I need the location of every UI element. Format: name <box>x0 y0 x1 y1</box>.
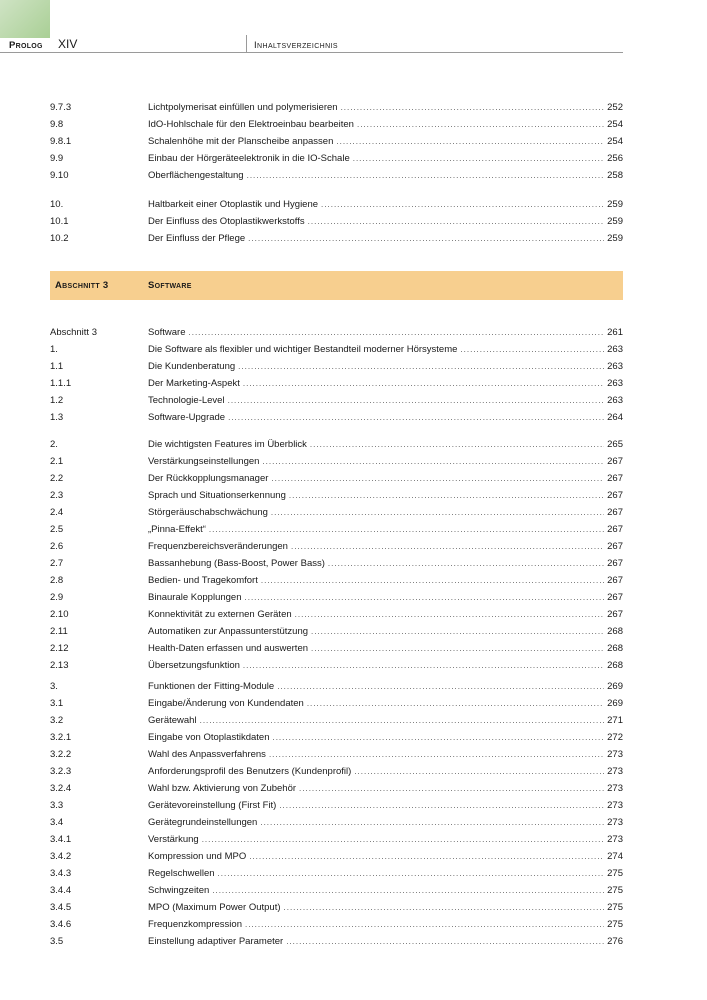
toc-leader-dots <box>245 916 604 933</box>
toc-entry-number: 10.1 <box>50 216 69 227</box>
toc-entry-page: 275 <box>607 885 623 896</box>
toc-entry-title: Der Einfluss der Pflege <box>148 233 246 244</box>
toc-entry-number: 2.10 <box>50 609 69 620</box>
toc-entry-title: Die Software als flexibler und wichtiger Bestandteil moderner Hörsysteme <box>148 344 458 355</box>
toc-entry-page: 267 <box>607 541 623 552</box>
toc-entry-line <box>148 589 623 606</box>
toc-entry-number: 1. <box>50 344 58 355</box>
header-prolog: Prolog <box>9 40 43 51</box>
toc-entry <box>50 409 623 426</box>
toc-entry-page: 254 <box>607 136 623 147</box>
toc-entry-title: Lichtpolymerisat einfüllen und polymerisieren <box>148 102 338 113</box>
toc-entry-page: 259 <box>607 233 623 244</box>
toc-entry-title: Gerätegrundeinstellungen <box>148 817 258 828</box>
toc-entry <box>50 729 623 746</box>
toc-entry-page: 267 <box>607 490 623 501</box>
toc-leader-dots <box>307 695 604 712</box>
toc-entry-number: 1.2 <box>50 395 64 406</box>
toc-entry-title: Eingabe/Änderung von Kundendaten <box>148 698 304 709</box>
toc-entry <box>50 814 623 831</box>
toc-entry-number: 2.8 <box>50 575 64 586</box>
toc-entry-title: IdO-Hohlschale für den Elektroeinbau bearbeiten <box>148 119 354 130</box>
toc-entry-page: 268 <box>607 643 623 654</box>
toc-entry <box>50 470 623 487</box>
toc-entry <box>50 780 623 797</box>
section-banner-label: Abschnitt 3 <box>55 280 109 291</box>
toc-entry-line <box>148 213 623 230</box>
toc-entry-title: Konnektivität zu externen Geräten <box>148 609 292 620</box>
toc-entry-title: Wahl des Anpassverfahrens <box>148 749 266 760</box>
toc-entry-page: 267 <box>607 558 623 569</box>
toc-entry-title: Frequenzbereichsveränderungen <box>148 541 288 552</box>
toc-entry <box>50 504 623 521</box>
toc-entry-number: 9.8.1 <box>50 136 72 147</box>
toc-entry-number: 3.2.4 <box>50 783 72 794</box>
toc-entry <box>50 116 623 133</box>
toc-entry-page: 273 <box>607 749 623 760</box>
toc-entry-page: 265 <box>607 439 623 450</box>
toc-entry-number: 3.1 <box>50 698 64 709</box>
toc-entry-title: Die wichtigsten Features im Überblick <box>148 439 307 450</box>
toc-entry-title: Software-Upgrade <box>148 412 226 423</box>
toc-leader-dots <box>321 196 604 213</box>
toc-leader-dots <box>291 538 604 555</box>
toc-entry-page: 258 <box>607 170 623 181</box>
toc-entry-number: 2.11 <box>50 626 68 637</box>
toc-entry-number: 2.1 <box>50 456 64 467</box>
toc-entry-title: Funktionen der Fitting-Module <box>148 681 275 692</box>
toc-leader-dots <box>245 589 605 606</box>
toc-entry-title: „Pinna-Effekt“ <box>148 524 206 535</box>
toc-entry <box>50 555 623 572</box>
toc-entry <box>50 831 623 848</box>
toc-entry <box>50 572 623 589</box>
toc-leader-dots <box>279 797 604 814</box>
toc-entry-page: 259 <box>607 216 623 227</box>
toc-leader-dots <box>243 657 604 674</box>
header-separator <box>246 35 247 53</box>
toc-entry-title: Störgeräuschabschwächung <box>148 507 268 518</box>
toc-entry-title: Anforderungsprofil des Benutzers (Kundenprofil) <box>148 766 352 777</box>
toc-entry-line <box>148 487 623 504</box>
toc-entry-title: Gerätevoreinstellung (First Fit) <box>148 800 277 811</box>
toc-entry <box>50 341 623 358</box>
toc-entry <box>50 746 623 763</box>
toc-entry-title: Verstärkungseinstellungen <box>148 456 260 467</box>
toc-group-10 <box>50 196 623 247</box>
toc-entry-page: 259 <box>607 199 623 210</box>
toc-entry <box>50 797 623 814</box>
toc-entry-title: Eingabe von Otoplastikdaten <box>148 732 270 743</box>
toc-entry-page: 267 <box>607 609 623 620</box>
toc-leader-dots <box>341 99 605 116</box>
toc-entry-line <box>148 470 623 487</box>
toc-entry-number: 3.2.2 <box>50 749 72 760</box>
toc-entry-number: 2. <box>50 439 58 450</box>
toc-leader-dots <box>295 606 604 623</box>
toc-leader-dots <box>269 746 604 763</box>
section-banner <box>50 271 623 300</box>
toc-entry-page: 271 <box>607 715 623 726</box>
toc-entry-page: 273 <box>607 783 623 794</box>
toc-entry-line <box>148 640 623 657</box>
toc-entry-line <box>148 572 623 589</box>
toc-entry-title: Frequenzkompression <box>148 919 242 930</box>
toc-leader-dots <box>260 814 604 831</box>
toc-entry-page: 273 <box>607 817 623 828</box>
toc-entry-page: 267 <box>607 524 623 535</box>
toc-group-3 <box>50 678 623 950</box>
toc-entry-line <box>148 657 623 674</box>
toc-entry-title: Die Kundenberatung <box>148 361 236 372</box>
toc-entry-title: Der Einfluss des Otoplastikwerkstoffs <box>148 216 305 227</box>
toc-leader-dots <box>277 678 604 695</box>
toc-entry <box>50 99 623 116</box>
toc-entry-number: 1.1 <box>50 361 64 372</box>
toc-leader-dots <box>243 375 604 392</box>
toc-entry-title: Einstellung adaptiver Parameter <box>148 936 284 947</box>
toc-entry-line <box>148 521 623 538</box>
toc-entry-page: 269 <box>607 681 623 692</box>
toc-entry-page: 263 <box>607 361 623 372</box>
toc-entry <box>50 150 623 167</box>
toc-entry-line <box>148 695 623 712</box>
toc-leader-dots <box>262 453 604 470</box>
toc-entry-line <box>148 409 623 426</box>
toc-entry-line <box>148 882 623 899</box>
toc-entry-line <box>148 712 623 729</box>
toc-entry-title: Gerätewahl <box>148 715 197 726</box>
toc-entry-number: 2.6 <box>50 541 64 552</box>
toc-leader-dots <box>286 933 604 950</box>
toc-entry-line <box>148 392 623 409</box>
toc-leader-dots <box>328 555 604 572</box>
toc-entry-number: 2.9 <box>50 592 64 603</box>
toc-entry-line <box>148 133 623 150</box>
toc-leader-dots <box>202 831 604 848</box>
toc-leader-dots <box>299 780 604 797</box>
toc-entry <box>50 133 623 150</box>
toc-entry-line <box>148 933 623 950</box>
toc-entry <box>50 933 623 950</box>
toc-entry-line <box>148 375 623 392</box>
toc-entry-page: 268 <box>607 626 623 637</box>
toc-leader-dots <box>249 848 604 865</box>
toc-entry-number: 2.3 <box>50 490 64 501</box>
toc-entry-title: Binaurale Kopplungen <box>148 592 242 603</box>
toc-entry <box>50 392 623 409</box>
toc-entry-number: 3.5 <box>50 936 64 947</box>
toc-entry-line <box>148 606 623 623</box>
toc-entry-line <box>148 848 623 865</box>
toc-entry <box>50 375 623 392</box>
toc-leader-dots <box>261 572 604 589</box>
toc-entry <box>50 695 623 712</box>
toc-entry <box>50 453 623 470</box>
toc-entry-page: 263 <box>607 344 623 355</box>
toc-leader-dots <box>284 899 605 916</box>
toc-entry <box>50 712 623 729</box>
toc-entry-page: 274 <box>607 851 623 862</box>
toc-entry-number: 2.2 <box>50 473 64 484</box>
toc-entry-number: 2.7 <box>50 558 64 569</box>
header-title: Inhaltsverzeichnis <box>254 40 338 51</box>
toc-leader-dots <box>271 504 604 521</box>
toc-entry-page: 267 <box>607 473 623 484</box>
toc-entry-line <box>148 746 623 763</box>
toc-leader-dots <box>272 729 604 746</box>
toc-entry <box>50 230 623 247</box>
toc-entry <box>50 657 623 674</box>
toc-leader-dots <box>212 882 604 899</box>
toc-leader-dots <box>228 409 604 426</box>
toc-entry-line <box>148 99 623 116</box>
toc-entry <box>50 487 623 504</box>
toc-entry-number: 10.2 <box>50 233 69 244</box>
toc-entry <box>50 916 623 933</box>
toc-entry-number: 3.4.4 <box>50 885 72 896</box>
toc-entry-line <box>148 780 623 797</box>
toc-leader-dots <box>311 640 604 657</box>
toc-entry <box>50 196 623 213</box>
toc-entry-title: MPO (Maximum Power Output) <box>148 902 281 913</box>
toc-entry-number: 3.4 <box>50 817 64 828</box>
toc-entry <box>50 848 623 865</box>
toc-entry-line <box>148 196 623 213</box>
toc-entry-title: Automatiken zur Anpassunterstützung <box>148 626 309 637</box>
toc-leader-dots <box>228 392 605 409</box>
toc-entry-line <box>148 341 623 358</box>
toc-entry-number: 3.4.3 <box>50 868 72 879</box>
toc-entry-number: 3.2.1 <box>50 732 72 743</box>
toc-entry-number: 9.7.3 <box>50 102 72 113</box>
toc-entry-title: Schwingzeiten <box>148 885 210 896</box>
toc-entry-number: 3.2 <box>50 715 64 726</box>
toc-entry-number: 3.3 <box>50 800 64 811</box>
toc-entry-number: 2.4 <box>50 507 64 518</box>
corner-accent <box>0 0 50 38</box>
toc-entry-title: Der Marketing-Aspekt <box>148 378 240 389</box>
toc-entry-page: 275 <box>607 868 623 879</box>
toc-entry-title: Wahl bzw. Aktivierung von Zubehör <box>148 783 297 794</box>
toc-leader-dots <box>271 470 604 487</box>
toc-leader-dots <box>460 341 604 358</box>
toc-entry-page: 264 <box>607 412 623 423</box>
toc-entry-line <box>148 453 623 470</box>
toc-entry-page: 261 <box>607 327 623 338</box>
toc-entry-page: 267 <box>607 592 623 603</box>
toc-entry <box>50 521 623 538</box>
toc-entry-title: Sprach und Situationserkennung <box>148 490 286 501</box>
toc-entry-title: Kompression und MPO <box>148 851 247 862</box>
toc-entry-number: 3.4.1 <box>50 834 72 845</box>
toc-leader-dots <box>308 213 605 230</box>
toc-leader-dots <box>353 150 604 167</box>
toc-group-abschnitt-3 <box>50 324 623 426</box>
toc-entry-line <box>148 555 623 572</box>
toc-entry-number: 9.9 <box>50 153 64 164</box>
toc-entry-number: 10. <box>50 199 64 210</box>
toc-entry-title: Bedien- und Tragekomfort <box>148 575 258 586</box>
toc-leader-dots <box>238 358 604 375</box>
toc-entry-page: 254 <box>607 119 623 130</box>
toc-entry <box>50 213 623 230</box>
toc-leader-dots <box>357 116 604 133</box>
toc-entry-number: 3.2.3 <box>50 766 72 777</box>
toc-entry-page: 275 <box>607 919 623 930</box>
toc-entry <box>50 640 623 657</box>
toc-entry-number: 1.3 <box>50 412 64 423</box>
toc-leader-dots <box>311 623 604 640</box>
toc-entry-number: 3.4.2 <box>50 851 72 862</box>
toc-entry-title: Schalenhöhe mit der Planscheibe anpassen <box>148 136 334 147</box>
toc-leader-dots <box>289 487 604 504</box>
toc-entry-title: Haltbarkeit einer Otoplastik und Hygiene <box>148 199 319 210</box>
toc-entry-page: 267 <box>607 507 623 518</box>
toc-entry-number: 9.10 <box>50 170 69 181</box>
toc-entry-title: Technologie-Level <box>148 395 225 406</box>
toc-entry-line <box>148 831 623 848</box>
toc-entry-page: 267 <box>607 575 623 586</box>
toc-entry-page: 267 <box>607 456 623 467</box>
toc-entry-page: 272 <box>607 732 623 743</box>
toc-entry <box>50 436 623 453</box>
toc-entry <box>50 324 623 341</box>
toc-entry-title: Übersetzungsfunktion <box>148 660 240 671</box>
toc-entry-line <box>148 150 623 167</box>
toc-entry-line <box>148 230 623 247</box>
toc-entry-page: 273 <box>607 766 623 777</box>
toc-entry-page: 268 <box>607 660 623 671</box>
toc-leader-dots <box>247 167 605 184</box>
toc-entry <box>50 899 623 916</box>
toc-entry-title: Health-Daten erfassen und auswerten <box>148 643 309 654</box>
toc-entry-line <box>148 916 623 933</box>
toc-entry-line <box>148 538 623 555</box>
toc-entry-line <box>148 763 623 780</box>
toc-entry-page: 263 <box>607 378 623 389</box>
toc-entry <box>50 358 623 375</box>
toc-entry-line <box>148 623 623 640</box>
toc-leader-dots <box>310 436 604 453</box>
toc-entry <box>50 623 623 640</box>
toc-leader-dots <box>336 133 604 150</box>
toc-entry-line <box>148 797 623 814</box>
toc-entry <box>50 538 623 555</box>
toc-entry <box>50 167 623 184</box>
toc-entry-title: Oberflächengestaltung <box>148 170 244 181</box>
toc-entry-number: 3.4.5 <box>50 902 72 913</box>
toc-entry-number: Abschnitt 3 <box>50 327 97 338</box>
toc-entry-number: 2.5 <box>50 524 64 535</box>
toc-entry-page: 269 <box>607 698 623 709</box>
toc-entry <box>50 606 623 623</box>
toc-entry-number: 9.8 <box>50 119 64 130</box>
toc-entry-title: Bassanhebung (Bass-Boost, Power Bass) <box>148 558 325 569</box>
toc-entry-page: 273 <box>607 800 623 811</box>
toc-leader-dots <box>248 230 604 247</box>
toc-leader-dots <box>189 324 605 341</box>
toc-entry-title: Der Rückkopplungsmanager <box>148 473 269 484</box>
toc-entry-number: 3.4.6 <box>50 919 72 930</box>
toc-entry-page: 252 <box>607 102 623 113</box>
toc-entry-line <box>148 865 623 882</box>
toc-entry <box>50 589 623 606</box>
toc-entry-title: Regelschwellen <box>148 868 215 879</box>
toc-entry-title: Einbau der Hörgeräteelektronik in die IO-Schale <box>148 153 350 164</box>
toc-entry-line <box>148 436 623 453</box>
toc-entry-page: 256 <box>607 153 623 164</box>
toc-entry-page: 276 <box>607 936 623 947</box>
toc-entry-number: 2.13 <box>50 660 69 671</box>
toc-entry-line <box>148 167 623 184</box>
toc-entry-title: Verstärkung <box>148 834 199 845</box>
section-banner-title: Software <box>148 280 192 291</box>
toc-entry <box>50 865 623 882</box>
toc-entry-number: 2.12 <box>50 643 69 654</box>
toc-group-9 <box>50 99 623 184</box>
toc-entry <box>50 763 623 780</box>
toc-entry-line <box>148 899 623 916</box>
toc-leader-dots <box>354 763 604 780</box>
toc-leader-dots <box>200 712 605 729</box>
toc-entry-line <box>148 358 623 375</box>
toc-entry-line <box>148 324 623 341</box>
toc-entry <box>50 882 623 899</box>
header-page-number: XIV <box>58 37 78 51</box>
toc-entry-page: 275 <box>607 902 623 913</box>
header-rule <box>0 52 623 53</box>
toc-leader-dots <box>209 521 604 538</box>
toc-entry-number: 3. <box>50 681 58 692</box>
toc-entry-number: 1.1.1 <box>50 378 72 389</box>
toc-leader-dots <box>218 865 605 882</box>
toc-group-2 <box>50 436 623 674</box>
toc-entry-title: Software <box>148 327 186 338</box>
toc-entry-line <box>148 729 623 746</box>
toc-entry-line <box>148 504 623 521</box>
toc-entry-line <box>148 814 623 831</box>
toc-entry-line <box>148 116 623 133</box>
toc-entry-page: 273 <box>607 834 623 845</box>
toc-entry-line <box>148 678 623 695</box>
toc-entry-page: 263 <box>607 395 623 406</box>
toc-entry <box>50 678 623 695</box>
